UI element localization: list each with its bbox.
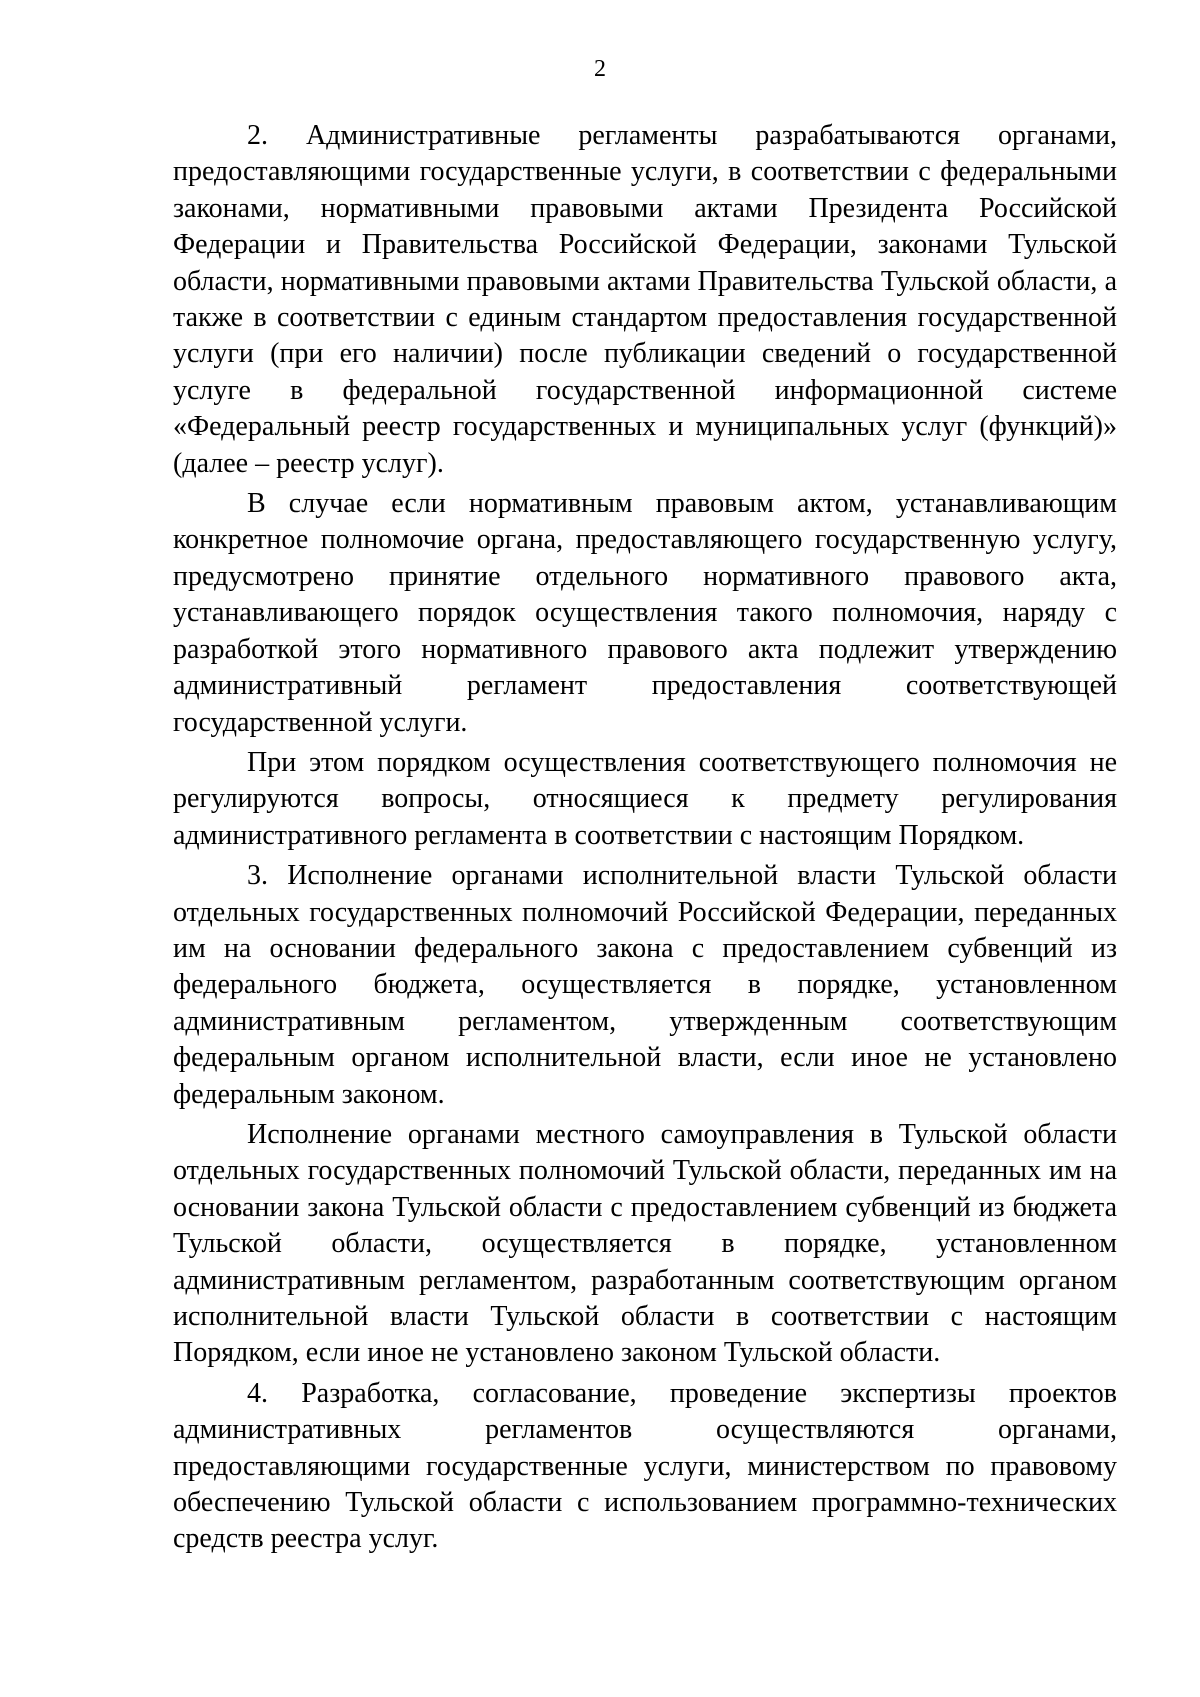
page-number: 2 [594, 56, 606, 82]
paragraph-clause-2-scope: При этом порядком осуществления соответствующего полномочия не регулируются вопросы, относящиеся к предмету регулирования административного регламента в соответствии с настоящим Порядком. [173, 746, 1117, 851]
paragraph-clause-2-separate-act: В случае если нормативным правовым актом, устанавливающим конкретное полномочие органа, предоставляющего государственную услугу, предусмотрено принятие отдельного нормативного правового акта, устанавливающего порядок осуществления такого полномочия, наряду с разработкой этого нормативного правового акта подлежит утверждению административный регламент предоставления соответствующей государственной услуги. [173, 488, 1117, 738]
document-body [173, 118, 1117, 1562]
paragraph-clause-3: 3. Исполнение органами исполнительной власти Тульской области отдельных государственных полномочий Российской Федерации, переданных им на основании федерального закона с предоставлением субвенций из федерального бюджета, осуществляется в порядке, установленном административным регламентом, утвержденным соответствующим федеральным органом исполнительной власти, если иное не установлено федеральным законом. [173, 860, 1117, 1110]
paragraph-clause-3-local-government: Исполнение органами местного самоуправления в Тульской области отдельных государственных полномочий Тульской области, переданных им на основании закона Тульской области с предоставлением субвенций из бюджета Тульской области, осуществляется в порядке, установленном административным регламентом, разработанным соответствующим органом исполнительной власти Тульской области в соответствии с настоящим Порядком, если иное не установлено законом Тульской области. [173, 1118, 1117, 1369]
paragraph-clause-2: 2. Административные регламенты разрабатываются органами, предоставляющими государственные услуги, в соответствии с федеральными законами, нормативными правовыми актами Президента Российской Федерации и Правительства Российской Федерации, законами Тульской области, нормативными правовыми актами Правительства Тульской области, а также в соответствии с единым стандартом предоставления государственной услуги (при его наличии) после публикации сведений о государственной услуге в федеральной государственной информационной системе «Федеральный реестр государственных и муниципальных услуг (функций)» (далее – реестр услуг). [173, 120, 1117, 479]
paragraph-clause-4: 4. Разработка, согласование, проведение экспертизы проектов административных регламентов осуществляются органами, предоставляющими государственные услуги, министерством по правовому обеспечению Тульской области с использованием программно-технических средств реестра услуг. [173, 1377, 1117, 1555]
